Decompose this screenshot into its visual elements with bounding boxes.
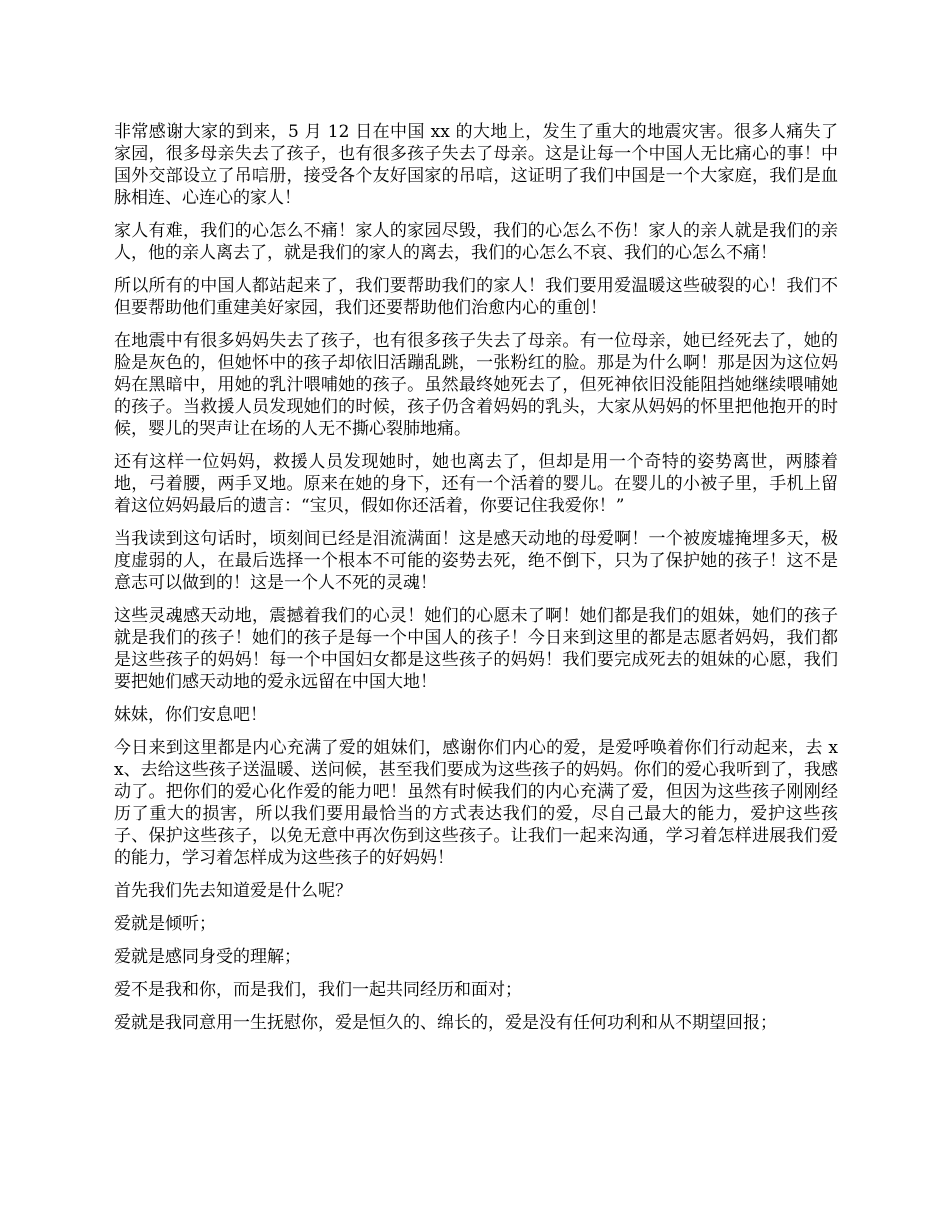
paragraph-10: 首先我们先去知道爱是什么呢？ — [114, 881, 352, 901]
paragraph-13: 爱不是我和你，而是我们，我们一起共同经历和面对； — [114, 980, 522, 1000]
paragraph-4: 在地震中有很多妈妈失去了孩子，也有很多孩子失去了母亲。有一位母亲，她已经死去了，她的脸是灰色的，但她怀中的孩子却依旧活蹦乱跳，一张粉红的脸。那是为什么啊！那是因为这位妈妈在黑暗中，用她的乳汁喂哺她的孩子。虽然最终她死去了，但死神依旧没能阻挡她继续喂哺她的孩子。当救援人员发现她们的时候，孩子仍含着妈妈的乳头，大家从妈妈的怀里把他抱开的时候，婴儿的哭声让在场的人无不撕心裂肺地痛。 — [114, 331, 838, 439]
paragraph-1: 非常感谢大家的到来，5 月 12 日在中国 xx 的大地上，发生了重大的地震灾害。很多人痛失了家园，很多母亲失去了孩子，也有很多孩子失去了母亲。这是让每一个中国人无比痛心的事！中国外交部设立了吊唁册，接受各个友好国家的吊唁，这证明了我们中国是一个大家庭，我们是血脉相连、心连心的家人！ — [114, 122, 838, 208]
paragraph-5: 还有这样一位妈妈，救援人员发现她时，她也离去了，但却是用一个奇特的姿势离世，两膝着地，弓着腰，两手叉地。原来在她的身下，还有一个活着的婴儿。在婴儿的小被子里，手机上留着这位妈妈最后的遗言：“宝贝，假如你还活着，你要记住我爱你！” — [114, 452, 838, 516]
paragraph-2: 家人有难，我们的心怎么不痛！家人的家园尽毁，我们的心怎么不伤！家人的亲人就是我们的亲人，他的亲人离去了，就是我们的家人的离去，我们的心怎么不哀、我们的心怎么不痛！ — [114, 221, 838, 263]
paragraph-11: 爱就是倾听； — [114, 914, 216, 934]
paragraph-9: 今日来到这里都是内心充满了爱的姐妹们，感谢你们内心的爱，是爱呼唤着你们行动起来，去 xx、去给这些孩子送温暖、送问候，甚至我们要成为这些孩子的妈妈。你们的爱心我听到了，我感动了。把你们的爱心化作爱的能力吧！虽然有时候我们的内心充满了爱，但因为这些孩子刚刚经历了重大的损害，所以我们要用最恰当的方式表达我们的爱，尽自己最大的能力，爱护这些孩子、保护这些孩子，以免无意中再次伤到这些孩子。让我们一起来沟通，学习着怎样进展我们爱的能力，学习着怎样成为这些孩子的好妈妈！ — [114, 738, 838, 868]
document-page — [114, 121, 838, 1045]
paragraph-3: 所以所有的中国人都站起来了，我们要帮助我们的家人！我们要用爱温暖这些破裂的心！我们不但要帮助他们重建美好家园，我们还要帮助他们治愈内心的重创！ — [114, 276, 838, 318]
paragraph-12: 爱就是感同身受的理解； — [114, 947, 301, 967]
paragraph-7: 这些灵魂感天动地，震撼着我们的心灵！她们的心愿未了啊！她们都是我们的姐妹，她们的孩子就是我们的孩子！她们的孩子是每一个中国人的孩子！今日来到这里的都是志愿者妈妈，我们都是这些孩子的妈妈！每一个中国妇女都是这些孩子的妈妈！我们要完成死去的姐妹的心愿，我们要把她们感天动地的爱永远留在中国大地！ — [114, 606, 838, 692]
paragraph-14: 爱就是我同意用一生抚慰你，爱是恒久的、绵长的，爱是没有任何功利和从不期望回报； — [114, 1013, 777, 1033]
paragraph-8: 妹妹，你们安息吧！ — [114, 705, 267, 725]
paragraph-6: 当我读到这句话时，顷刻间已经是泪流满面！这是感天动地的母爱啊！一个被废墟掩埋多天，极度虚弱的人，在最后选择一个根本不可能的姿势去死，绝不倒下，只为了保护她的孩子！这不是意志可以做到的！这是一个人不死的灵魂！ — [114, 529, 838, 593]
